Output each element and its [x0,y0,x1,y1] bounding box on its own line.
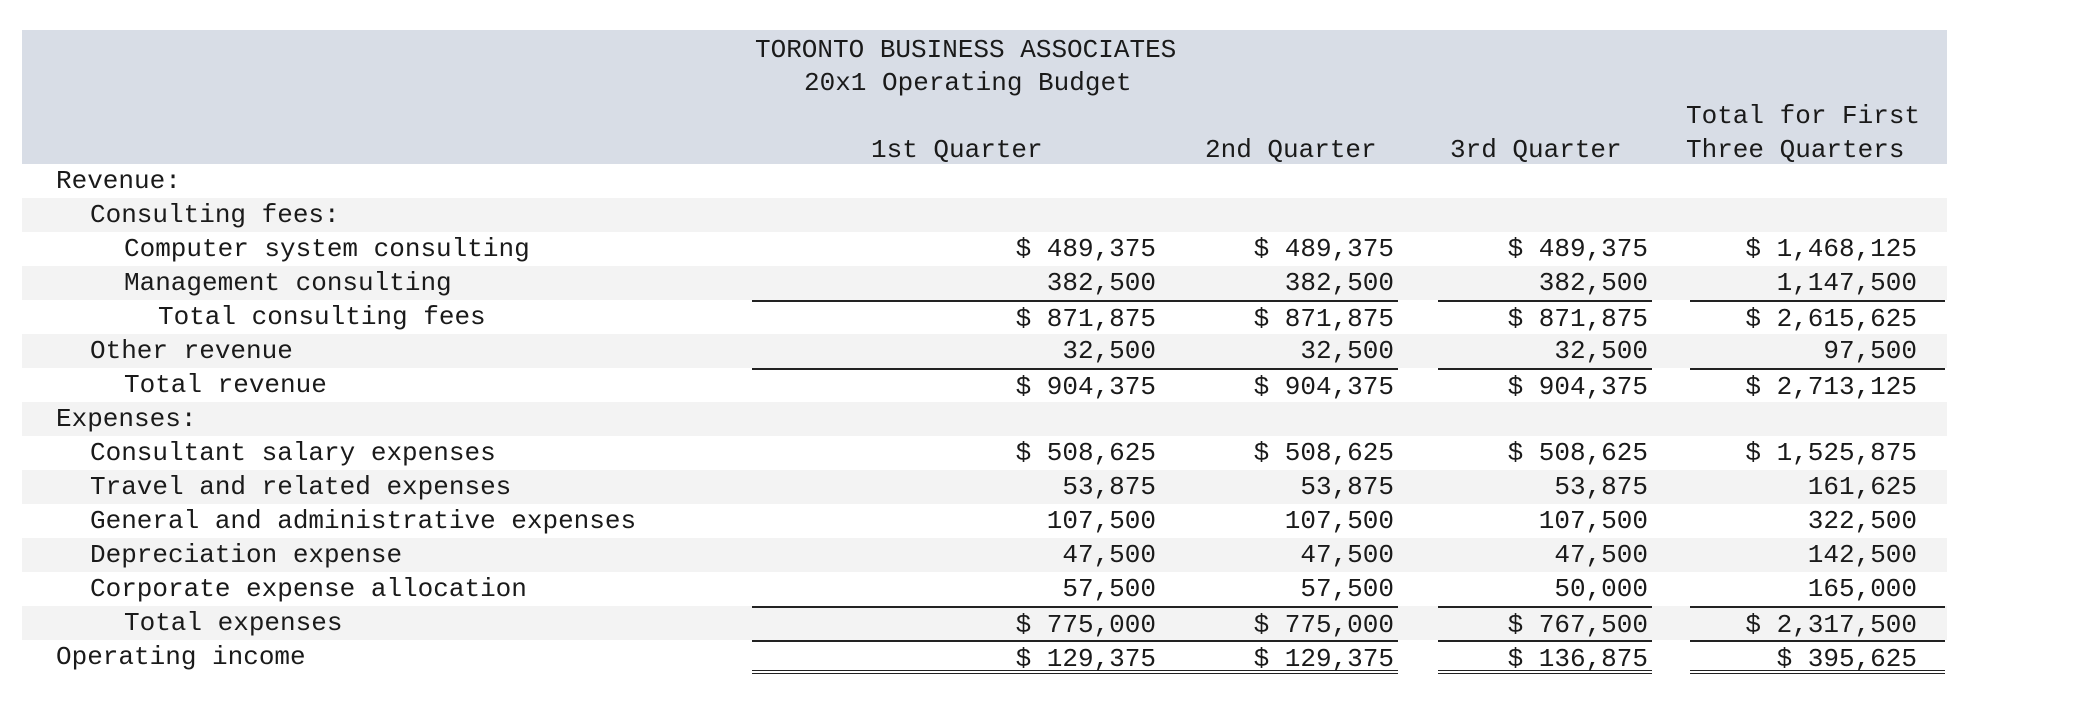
table-row [22,436,1947,470]
row-label: Management consulting [124,268,452,298]
amount: 161,625 [1807,472,1917,502]
amount: $ 904,375 [1015,372,1156,402]
value-cell-col3 [1438,266,1652,300]
value-cell-col3 [1438,232,1652,266]
row-label: Consultant salary expenses [90,438,496,468]
value-cell-col3 [1438,538,1652,572]
value-cell-col3 [1438,504,1652,538]
amount: $ 904,375 [1507,372,1648,402]
amount: 32,500 [1062,336,1156,366]
amount: 107,500 [1538,506,1648,536]
value-cell-col3 [1438,368,1652,402]
amount: $ 904,375 [1253,372,1394,402]
amount: $ 1,525,875 [1745,438,1917,468]
value-cell-col1 [752,538,1162,572]
table-row [22,402,1947,436]
value-cell-col3 [1438,334,1652,368]
value-cell-col2 [1162,334,1398,368]
amount: 53,875 [1062,472,1156,502]
amount: 1,147,500 [1776,268,1917,298]
amount: 53,875 [1300,472,1394,502]
amount: 50,000 [1554,574,1648,604]
value-cell-col4 [1690,606,1945,640]
row-label: Other revenue [90,336,293,366]
table-row [22,266,1947,300]
value-cell-col2 [1162,300,1398,334]
amount: $ 489,375 [1253,234,1394,264]
row-label: Total consulting fees [158,302,486,332]
table-row [22,164,1947,198]
amount: $ 775,000 [1253,610,1394,640]
value-cell-col3 [1438,572,1652,606]
value-cell-col4 [1690,640,1945,674]
value-cell-col4 [1690,572,1945,606]
value-cell-col2 [1162,266,1398,300]
value-cell-col1 [752,368,1162,402]
row-label: Total expenses [124,608,343,638]
value-cell-col3 [1438,470,1652,504]
amount: $ 508,625 [1253,438,1394,468]
table-row [22,572,1947,606]
amount: 53,875 [1554,472,1648,502]
value-cell-col4 [1690,368,1945,402]
value-cell-col4 [1690,538,1945,572]
amount: 107,500 [1284,506,1394,536]
amount: $ 489,375 [1015,234,1156,264]
amount: $ 871,875 [1015,304,1156,334]
row-label: Operating income [56,642,306,672]
value-cell-col4 [1690,504,1945,538]
amount: $ 136,875 [1507,644,1648,674]
col-header-q3: 3rd Quarter [1450,135,1622,165]
amount: 47,500 [1300,540,1394,570]
amount: 382,500 [1538,268,1648,298]
value-cell-col4 [1690,232,1945,266]
amount: $ 1,468,125 [1745,234,1917,264]
col-header-q2: 2nd Quarter [1205,135,1377,165]
value-cell-col2 [1162,572,1398,606]
company-name: TORONTO BUSINESS ASSOCIATES [755,35,1177,65]
value-cell-col3 [1438,300,1652,334]
row-label: Consulting fees: [90,200,340,230]
row-label: Total revenue [124,370,327,400]
value-cell-col2 [1162,538,1398,572]
value-cell-col4 [1690,334,1945,368]
table-row [22,640,1947,678]
value-cell-col1 [752,606,1162,640]
amount: 142,500 [1807,540,1917,570]
amount: 107,500 [1046,506,1156,536]
value-cell-col1 [752,572,1162,606]
value-cell-col3 [1438,436,1652,470]
amount: 32,500 [1554,336,1648,366]
value-cell-col4 [1690,436,1945,470]
value-cell-col1 [752,470,1162,504]
value-cell-col2 [1162,606,1398,640]
budget-title: 20x1 Operating Budget [804,68,1132,98]
table-row [22,606,1947,640]
row-label: Computer system consulting [124,234,530,264]
amount: $ 129,375 [1253,644,1394,674]
amount: $ 395,625 [1776,644,1917,674]
row-label: Travel and related expenses [90,472,512,502]
value-cell-col1 [752,436,1162,470]
amount: 382,500 [1284,268,1394,298]
table-row [22,300,1947,334]
amount: 47,500 [1062,540,1156,570]
value-cell-col1 [752,300,1162,334]
amount: 97,500 [1823,336,1917,366]
value-cell-col1 [752,334,1162,368]
table-row [22,232,1947,266]
col-header-q1: 1st Quarter [871,135,1043,165]
row-label: Revenue: [56,166,181,196]
amount: 382,500 [1046,268,1156,298]
table-row [22,538,1947,572]
amount: $ 508,625 [1507,438,1648,468]
amount: 165,000 [1807,574,1917,604]
value-cell-col2 [1162,640,1398,674]
amount: $ 2,317,500 [1745,610,1917,640]
amount: $ 508,625 [1015,438,1156,468]
amount: $ 767,500 [1507,610,1648,640]
table-header [22,30,1947,164]
amount: $ 871,875 [1507,304,1648,334]
value-cell-col2 [1162,470,1398,504]
amount: 322,500 [1807,506,1917,536]
table-row [22,470,1947,504]
value-cell-col1 [752,504,1162,538]
amount: 57,500 [1062,574,1156,604]
budget-sheet [22,30,1947,678]
value-cell-col4 [1690,300,1945,334]
value-cell-col3 [1438,606,1652,640]
value-cell-col2 [1162,232,1398,266]
value-cell-col1 [752,266,1162,300]
row-label: Expenses: [56,404,197,434]
amount: 47,500 [1554,540,1648,570]
value-cell-col3 [1438,640,1652,674]
amount: 32,500 [1300,336,1394,366]
amount: 57,500 [1300,574,1394,604]
table-row [22,368,1947,402]
amount: $ 489,375 [1507,234,1648,264]
value-cell-col1 [752,640,1162,674]
amount: $ 129,375 [1015,644,1156,674]
col-header-total-line2: Three Quarters [1686,135,1905,165]
amount: $ 2,713,125 [1745,372,1917,402]
value-cell-col2 [1162,436,1398,470]
row-label: Corporate expense allocation [90,574,527,604]
col-header-total-line1: Total for First [1686,101,1921,131]
table-row [22,504,1947,538]
amount: $ 871,875 [1253,304,1394,334]
value-cell-col1 [752,232,1162,266]
amount: $ 775,000 [1015,610,1156,640]
value-cell-col2 [1162,504,1398,538]
table-row [22,334,1947,368]
table-row [22,198,1947,232]
table-body [22,164,1947,678]
value-cell-col4 [1690,266,1945,300]
amount: $ 2,615,625 [1745,304,1917,334]
row-label: General and administrative expenses [90,506,637,536]
value-cell-col2 [1162,368,1398,402]
value-cell-col4 [1690,470,1945,504]
row-label: Depreciation expense [90,540,403,570]
